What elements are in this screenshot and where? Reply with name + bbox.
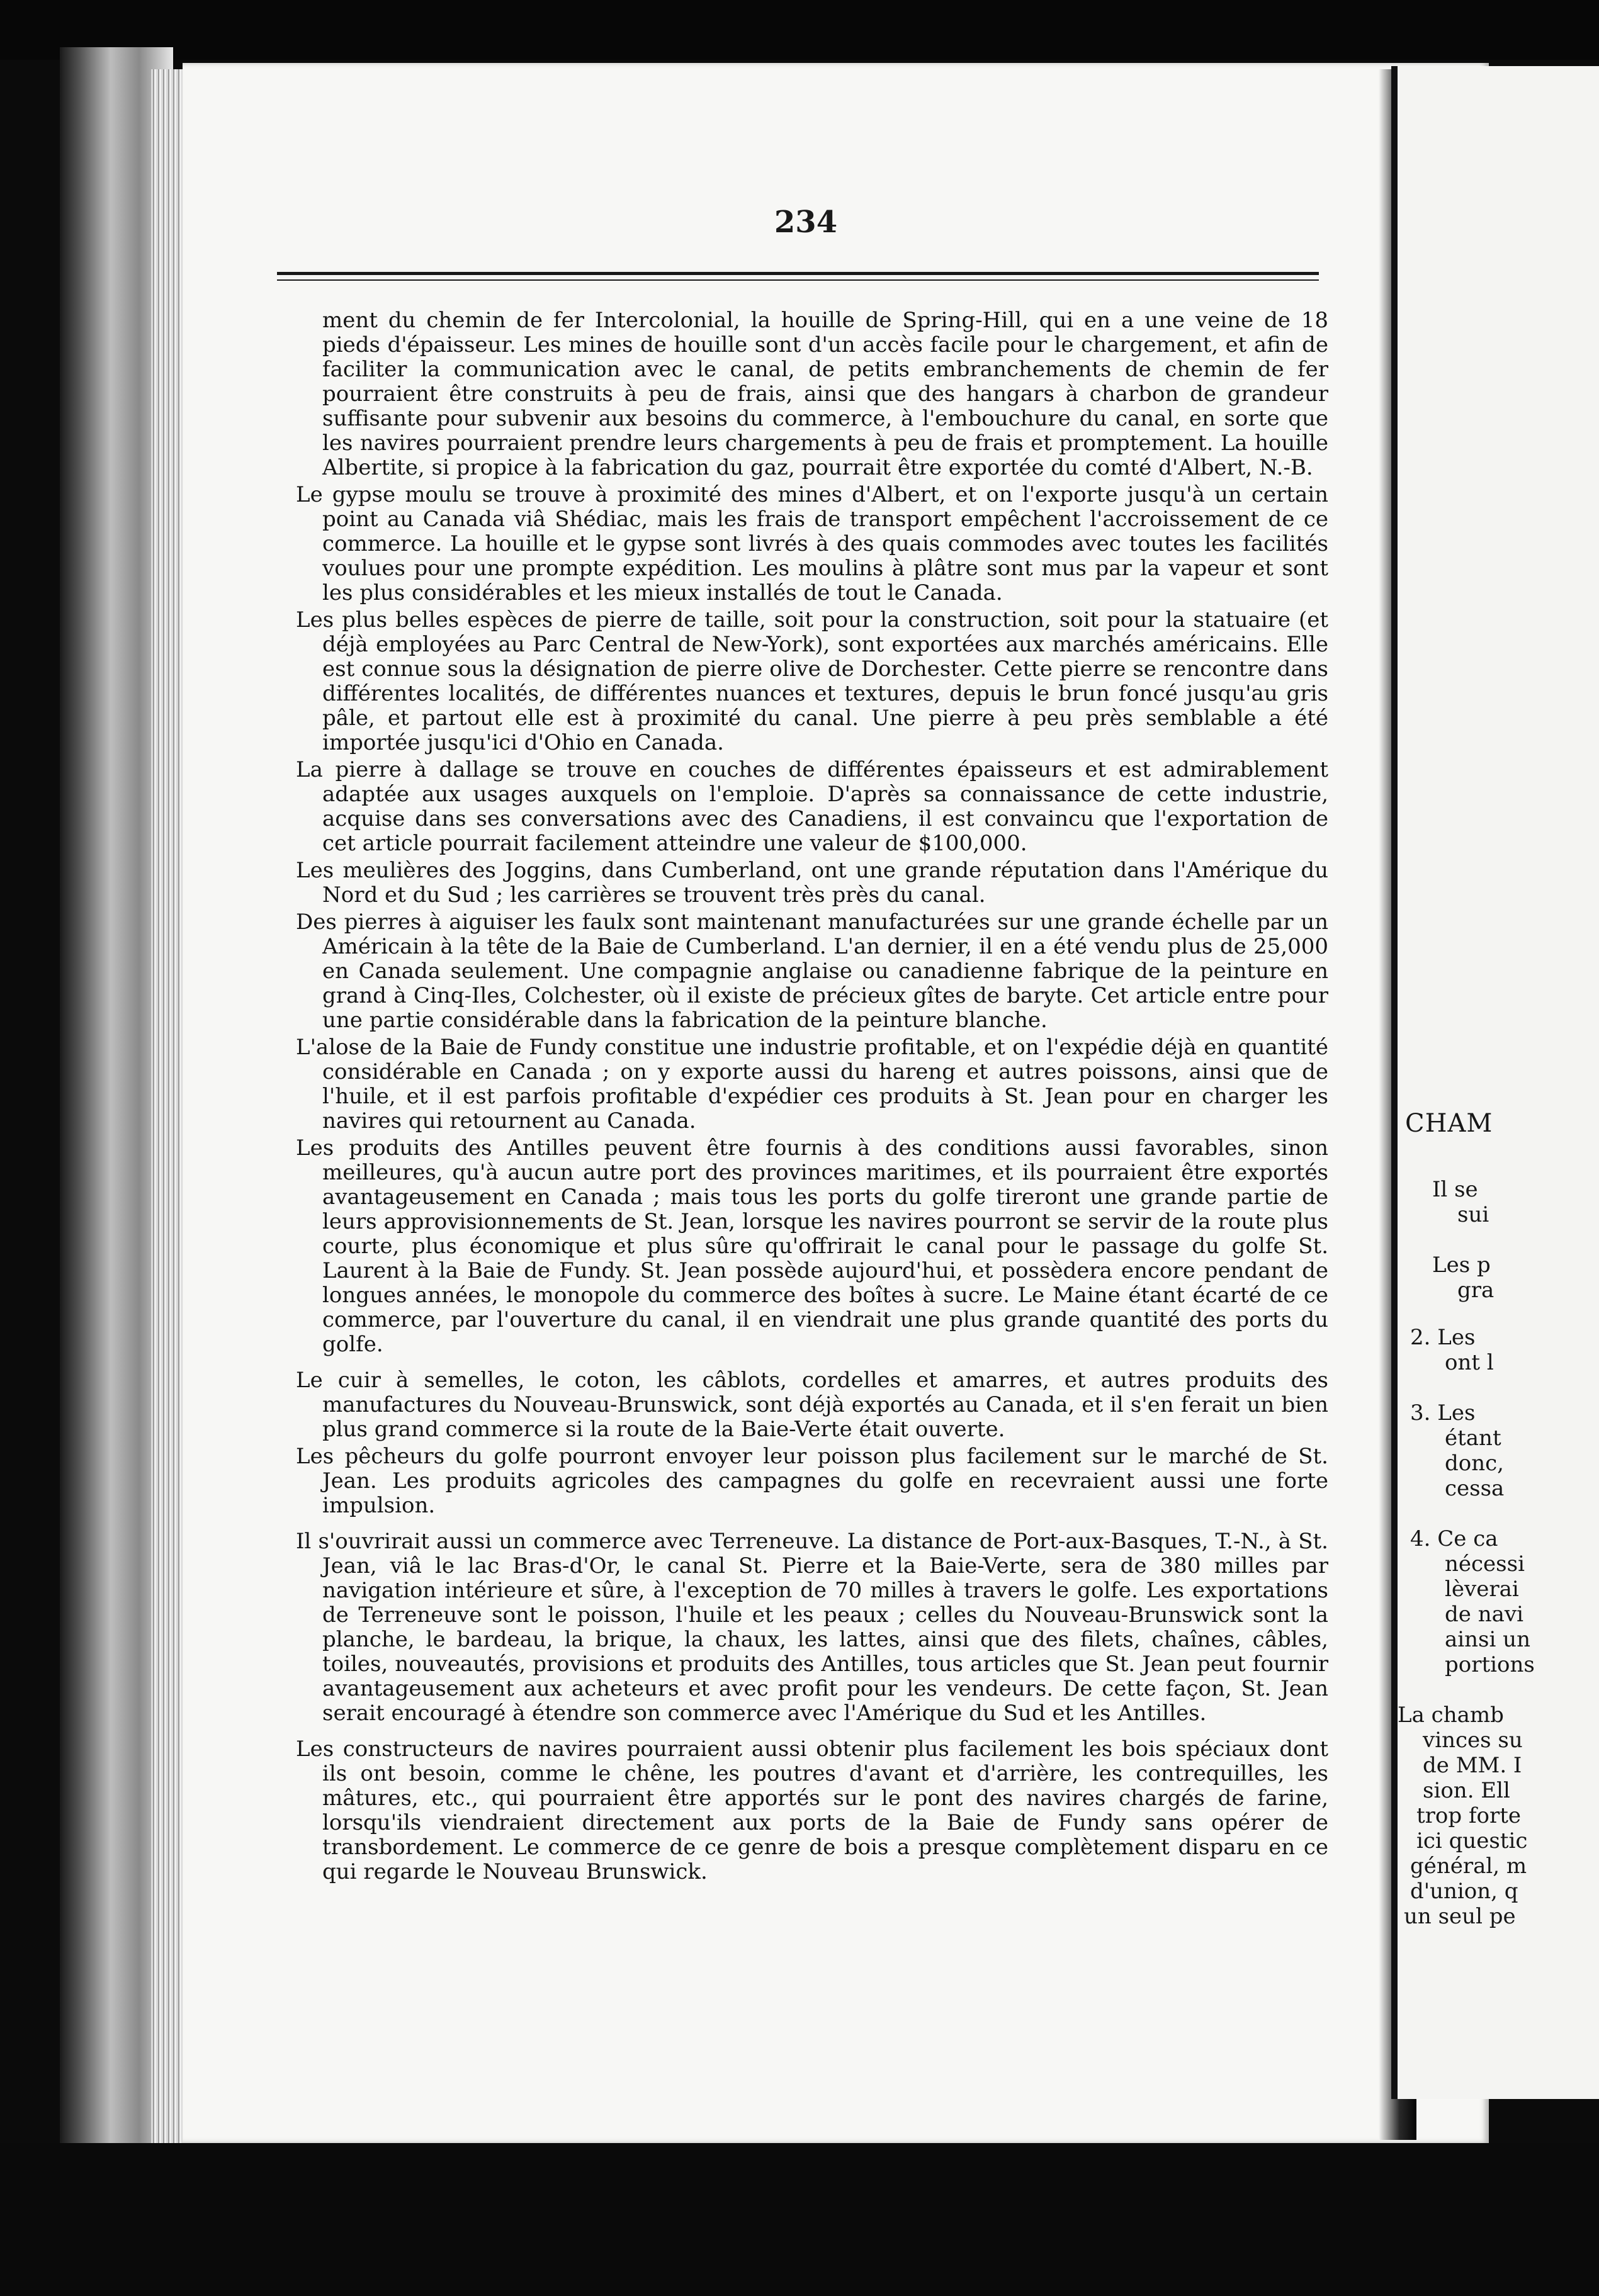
facing-page-text: sui: [1457, 1202, 1489, 1227]
facing-page-text: La chamb: [1398, 1702, 1504, 1728]
facing-page-text: trop forte: [1416, 1803, 1522, 1828]
paragraph: Le gypse moulu se trouve à proximité des mines d'Albert, et on l'exporte jusqu'à un certain point au Canada viâ Shédiac, mais les frais de transport empêchent l'accroissement de ce commerce. La houille et le gypse sont livrés à des quais commodes avec toutes les facilités voulues pour une prompte expédition. Les moulins à plâtre sont mus par la vapeur et sont les plus considérables et les mieux installés de tout le Canada.: [296, 482, 1328, 605]
page-body: [296, 308, 1328, 1887]
paragraph: L'alose de la Baie de Fundy constitue une industrie profitable, et on l'expédie déjà en quantité considérable en Canada ; on y exporte aussi du hareng et autres poissons, ainsi que de l'huile, et il est parfois profitable d'expédier ces produits à St. Jean pour en charger les navires qui retournent au Canada.: [296, 1035, 1328, 1134]
paragraph: La pierre à dallage se trouve en couches de différentes épaisseurs et est admirablement adaptée aux usages auxquels on l'emploie. D'après sa connaissance de cette industrie, acquise dans ses conversations avec des Canadiens, il est convaincu que l'exportation de cet article pourrait facilement atteindre une valeur de $100,000.: [296, 757, 1328, 856]
facing-page-text: étant: [1445, 1426, 1501, 1451]
facing-page-text: donc,: [1445, 1451, 1504, 1476]
header-rule: [277, 272, 1319, 275]
facing-page-text: de MM. I: [1423, 1753, 1522, 1778]
page-number: 234: [774, 205, 838, 240]
paragraph: Les meulières des Joggins, dans Cumberland, ont une grande réputation dans l'Amérique du Nord et du Sud ; les carrières se trouvent très près du canal.: [296, 858, 1328, 908]
paragraph: Des pierres à aiguiser les faulx sont maintenant manufacturées sur une grande échelle par un Américain à la tête de la Baie de Cumberland. L'an dernier, il en a été vendu plus de 25,000 en Canada seulement. Une compagnie anglaise ou canadienne fabrique de la peinture en grand à Cinq-Iles, Colchester, où il existe de précieux gîtes de baryte. Cet article entre pour une partie considérable dans la fabrication de la peinture blanche.: [296, 909, 1328, 1033]
facing-page-text: lèverai: [1445, 1577, 1519, 1602]
facing-page-text: général, m: [1410, 1854, 1527, 1879]
facing-page-text: 4. Ce ca: [1410, 1526, 1498, 1551]
facing-page-text: Il se: [1432, 1177, 1478, 1202]
header-rule: [277, 279, 1319, 281]
facing-page-text: nécessi: [1445, 1551, 1525, 1577]
paragraph-gap: [296, 1728, 1328, 1737]
facing-page-text: vinces su: [1423, 1728, 1523, 1753]
facing-page-text: ici questic: [1416, 1828, 1528, 1854]
facing-page-text: ont l: [1445, 1350, 1494, 1375]
facing-page-heading: CHAM: [1405, 1109, 1493, 1138]
facing-page-text: un seul pe: [1404, 1904, 1516, 1929]
facing-page-text: 3. Les: [1410, 1400, 1476, 1426]
facing-page-text: 2. Les: [1410, 1325, 1476, 1350]
paragraph-gap: [296, 1521, 1328, 1529]
paragraph: Les produits des Antilles peuvent être fournis à des conditions aussi favorables, sinon meilleures, qu'à aucun autre port des provinces maritimes, et ils pourraient être exportés avantageusement en Canada ; mais tous les ports du golfe tireront une grande partie de leurs approvisionnements de St. Jean, lorsque les navires pourront se servir de la route plus courte, plus économique et plus sûre qu'offrirait le canal pour le passage du golfe St. Laurent à la Baie de Fundy. St. Jean possède aujourd'hui, et possèdera encore pendant de longues années, le monopole du commerce des boîtes à sucre. Le Maine étant écarté de ce commerce, par l'ouverture du canal, il en viendrait une plus grande quantité des ports du golfe.: [296, 1135, 1328, 1357]
paragraph-gap: [296, 1359, 1328, 1368]
facing-page-text: sion. Ell: [1423, 1778, 1510, 1803]
paragraph: Il s'ouvrirait aussi un commerce avec Terreneuve. La distance de Port-aux-Basques, T.-N., à St. Jean, viâ le lac Bras-d'Or, le canal St. Pierre et la Baie-Verte, sera de 380 milles par navigation intérieure et sûre, à l'exception de 70 milles à travers le golfe. Les exportations de Terreneuve sont le poisson, l'huile et les peaux ; celles du Nouveau-Brunswick sont la planche, le bardeau, la brique, la chaux, les lattes, ainsi que des filets, chaînes, câbles, toiles, nouveautés, provisions et produits des Antilles, tous articles que St. Jean peut fournir avantageusement aux acheteurs et avec profit pour les vendeurs. De cette façon, St. Jean serait encouragé à étendre son commerce avec l'Amérique du Sud et les Antilles.: [296, 1529, 1328, 1726]
scan-background-top: [0, 0, 1599, 60]
scan-background-bottom: [0, 2143, 1599, 2296]
facing-page-text: portions: [1445, 1652, 1535, 1677]
facing-page-text: d'union, q: [1410, 1879, 1518, 1904]
facing-page-text: Les p: [1432, 1252, 1491, 1278]
facing-page-text: gra: [1457, 1278, 1494, 1303]
paragraph: ment du chemin de fer Intercolonial, la houille de Spring-Hill, qui en a une veine de 18 pieds d'épaisseur. Les mines de houille sont d'un accès facile pour le chargement, et afin de faciliter la communication avec le canal, de petits embranchements de chemin de fer pourraient être construits à peu de frais, ainsi que des hangars à charbon de grandeur suffisante pour subvenir aux besoins du commerce, à l'embouchure du canal, en sorte que les navires pourraient prendre leurs chargements à peu de frais et promptement. La houille Albertite, si propice à la fabrication du gaz, pourrait être exportée du comté d'Albert, N.-B.: [322, 308, 1328, 480]
facing-page-text: cessa: [1445, 1476, 1505, 1501]
paragraph: Les constructeurs de navires pourraient aussi obtenir plus facilement les bois spéciaux dont ils ont besoin, comme le chêne, les poutres d'avant et d'arrière, les contrequilles, les mâtures, etc., qui pourraient être apportés sur le pont des navires chargés de farine, lorsqu'ils viendraient directement aux ports de la Baie de Fundy sans opérer de transbordement. Le commerce de ce genre de bois a presque complètement disparu en ce qui regarde le Nouveau Brunswick.: [296, 1736, 1328, 1884]
facing-page-text: ainsi un: [1445, 1627, 1530, 1652]
paragraph: Les pêcheurs du golfe pourront envoyer leur poisson plus facilement sur le marché de St. Jean. Les produits agricoles des campagnes du golfe en recevraient aussi une forte impulsion.: [296, 1444, 1328, 1518]
facing-page-text: de navi: [1445, 1602, 1523, 1627]
paragraph: Le cuir à semelles, le coton, les câblots, cordelles et amarres, et autres produits des manufactures du Nouveau-Brunswick, sont déjà exportés au Canada, et il s'en ferait un bien plus grand commerce si la route de la Baie-Verte était ouverte.: [296, 1368, 1328, 1442]
paragraph: Les plus belles espèces de pierre de taille, soit pour la construction, soit pour la statuaire (et déjà employées au Parc Central de New-York), sont exportées aux marchés américains. Elle est connue sous la désignation de pierre olive de Dorchester. Cette pierre se rencontre dans différentes localités, de différentes nuances et textures, depuis le brun foncé jusqu'au gris pâle, et partout elle est à proximité du canal. Une pierre à peu près semblable a été importée jusqu'ici d'Ohio en Canada.: [296, 607, 1328, 755]
facing-page: [1391, 66, 1599, 2099]
